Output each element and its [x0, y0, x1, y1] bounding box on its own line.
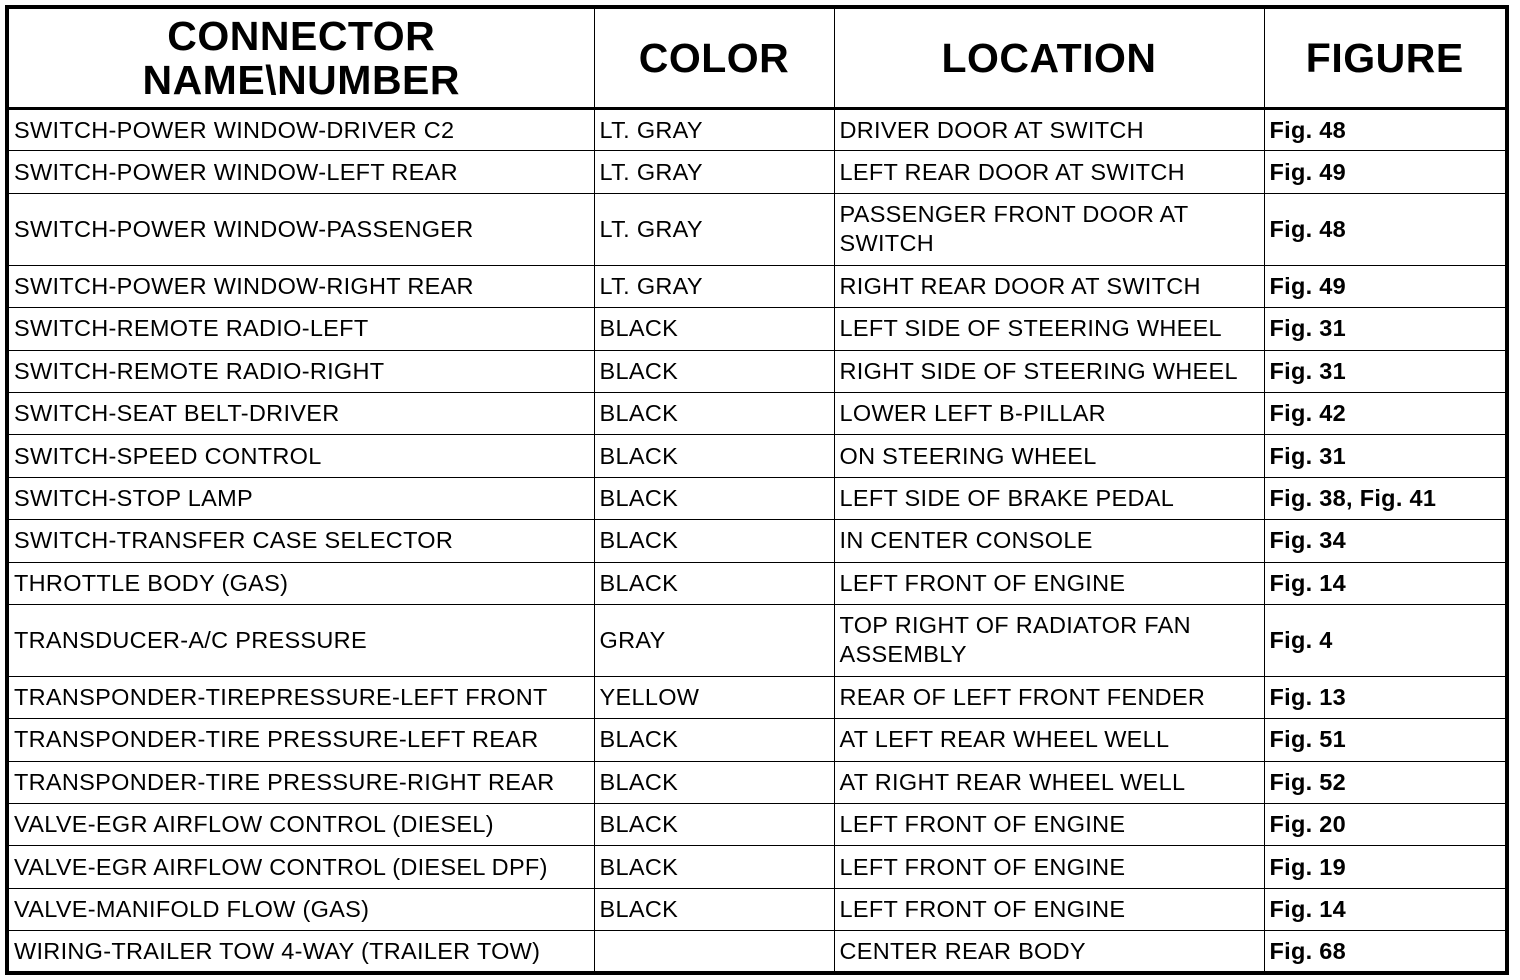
cell-figure: Fig. 52	[1264, 761, 1507, 803]
table-row	[7, 804, 1507, 846]
header-figure: FIGURE	[1264, 7, 1507, 109]
table-row	[7, 562, 1507, 604]
cell-location: LEFT FRONT OF ENGINE	[834, 804, 1264, 846]
cell-location: RIGHT REAR DOOR AT SWITCH	[834, 265, 1264, 307]
cell-location: CENTER REAR BODY	[834, 931, 1264, 973]
cell-color: BLACK	[594, 477, 834, 519]
cell-color: LT. GRAY	[594, 265, 834, 307]
cell-figure: Fig. 38, Fig. 41	[1264, 477, 1507, 519]
cell-location: DRIVER DOOR AT SWITCH	[834, 109, 1264, 151]
cell-color: BLACK	[594, 888, 834, 930]
cell-location: PASSENGER FRONT DOOR AT SWITCH	[834, 193, 1264, 265]
cell-location: RIGHT SIDE OF STEERING WHEEL	[834, 350, 1264, 392]
cell-location: AT RIGHT REAR WHEEL WELL	[834, 761, 1264, 803]
cell-connector-name: SWITCH-REMOTE RADIO-RIGHT	[7, 350, 594, 392]
cell-color: BLACK	[594, 435, 834, 477]
cell-figure: Fig. 13	[1264, 676, 1507, 718]
cell-color: BLACK	[594, 308, 834, 350]
cell-color: BLACK	[594, 392, 834, 434]
cell-connector-name: SWITCH-SPEED CONTROL	[7, 435, 594, 477]
cell-color: GRAY	[594, 604, 834, 676]
cell-figure: Fig. 48	[1264, 109, 1507, 151]
table-row	[7, 719, 1507, 761]
cell-connector-name: SWITCH-REMOTE RADIO-LEFT	[7, 308, 594, 350]
table-row	[7, 392, 1507, 434]
cell-color: BLACK	[594, 846, 834, 888]
cell-figure: Fig. 14	[1264, 562, 1507, 604]
cell-figure: Fig. 48	[1264, 193, 1507, 265]
cell-figure: Fig. 14	[1264, 888, 1507, 930]
table-row	[7, 265, 1507, 307]
cell-figure: Fig. 20	[1264, 804, 1507, 846]
connector-table	[5, 5, 1509, 975]
cell-connector-name: THROTTLE BODY (GAS)	[7, 562, 594, 604]
cell-connector-name: SWITCH-SEAT BELT-DRIVER	[7, 392, 594, 434]
cell-figure: Fig. 49	[1264, 265, 1507, 307]
cell-figure: Fig. 19	[1264, 846, 1507, 888]
cell-color: BLACK	[594, 719, 834, 761]
cell-connector-name: SWITCH-POWER WINDOW-DRIVER C2	[7, 109, 594, 151]
cell-location: LOWER LEFT B-PILLAR	[834, 392, 1264, 434]
cell-location: IN CENTER CONSOLE	[834, 520, 1264, 562]
table-row	[7, 308, 1507, 350]
table-row	[7, 676, 1507, 718]
header-color: COLOR	[594, 7, 834, 109]
cell-color: BLACK	[594, 761, 834, 803]
table-row	[7, 477, 1507, 519]
table-row	[7, 151, 1507, 193]
header-connector-line1: CONNECTOR	[167, 13, 436, 59]
cell-color: BLACK	[594, 350, 834, 392]
cell-color: LT. GRAY	[594, 151, 834, 193]
cell-location: LEFT SIDE OF STEERING WHEEL	[834, 308, 1264, 350]
cell-location: LEFT SIDE OF BRAKE PEDAL	[834, 477, 1264, 519]
table-row	[7, 109, 1507, 151]
cell-connector-name: SWITCH-STOP LAMP	[7, 477, 594, 519]
cell-connector-name: WIRING-TRAILER TOW 4-WAY (TRAILER TOW)	[7, 931, 594, 973]
cell-location: LEFT FRONT OF ENGINE	[834, 562, 1264, 604]
cell-location: REAR OF LEFT FRONT FENDER	[834, 676, 1264, 718]
cell-connector-name: TRANSPONDER-TIRE PRESSURE-LEFT REAR	[7, 719, 594, 761]
cell-connector-name: VALVE-EGR AIRFLOW CONTROL (DIESEL DPF)	[7, 846, 594, 888]
cell-location: LEFT FRONT OF ENGINE	[834, 888, 1264, 930]
table-row	[7, 435, 1507, 477]
cell-connector-name: SWITCH-TRANSFER CASE SELECTOR	[7, 520, 594, 562]
header-connector-line2: NAME\NUMBER	[142, 57, 461, 103]
cell-color: BLACK	[594, 520, 834, 562]
cell-location: AT LEFT REAR WHEEL WELL	[834, 719, 1264, 761]
cell-location: TOP RIGHT OF RADIATOR FAN ASSEMBLY	[834, 604, 1264, 676]
cell-color: BLACK	[594, 804, 834, 846]
header-location: LOCATION	[834, 7, 1264, 109]
header-connector-name-number	[7, 7, 594, 109]
cell-connector-name: VALVE-EGR AIRFLOW CONTROL (DIESEL)	[7, 804, 594, 846]
cell-connector-name: VALVE-MANIFOLD FLOW (GAS)	[7, 888, 594, 930]
cell-color: BLACK	[594, 562, 834, 604]
cell-figure: Fig. 31	[1264, 350, 1507, 392]
cell-figure: Fig. 31	[1264, 308, 1507, 350]
cell-figure: Fig. 31	[1264, 435, 1507, 477]
cell-connector-name: TRANSDUCER-A/C PRESSURE	[7, 604, 594, 676]
cell-figure: Fig. 34	[1264, 520, 1507, 562]
table-row	[7, 931, 1507, 973]
cell-figure: Fig. 68	[1264, 931, 1507, 973]
table-row	[7, 846, 1507, 888]
cell-connector-name: SWITCH-POWER WINDOW-LEFT REAR	[7, 151, 594, 193]
cell-figure: Fig. 4	[1264, 604, 1507, 676]
table-row	[7, 193, 1507, 265]
cell-color: YELLOW	[594, 676, 834, 718]
cell-color: LT. GRAY	[594, 109, 834, 151]
cell-connector-name: TRANSPONDER-TIREPRESSURE-LEFT FRONT	[7, 676, 594, 718]
cell-color: LT. GRAY	[594, 193, 834, 265]
table-row	[7, 520, 1507, 562]
table-row	[7, 604, 1507, 676]
cell-connector-name: SWITCH-POWER WINDOW-RIGHT REAR	[7, 265, 594, 307]
cell-location: ON STEERING WHEEL	[834, 435, 1264, 477]
table-row	[7, 350, 1507, 392]
table-row	[7, 761, 1507, 803]
cell-figure: Fig. 42	[1264, 392, 1507, 434]
header-row	[7, 7, 1507, 109]
cell-location: LEFT FRONT OF ENGINE	[834, 846, 1264, 888]
cell-connector-name: TRANSPONDER-TIRE PRESSURE-RIGHT REAR	[7, 761, 594, 803]
cell-figure: Fig. 49	[1264, 151, 1507, 193]
cell-color	[594, 931, 834, 973]
table-row	[7, 888, 1507, 930]
cell-location: LEFT REAR DOOR AT SWITCH	[834, 151, 1264, 193]
cell-connector-name: SWITCH-POWER WINDOW-PASSENGER	[7, 193, 594, 265]
cell-figure: Fig. 51	[1264, 719, 1507, 761]
